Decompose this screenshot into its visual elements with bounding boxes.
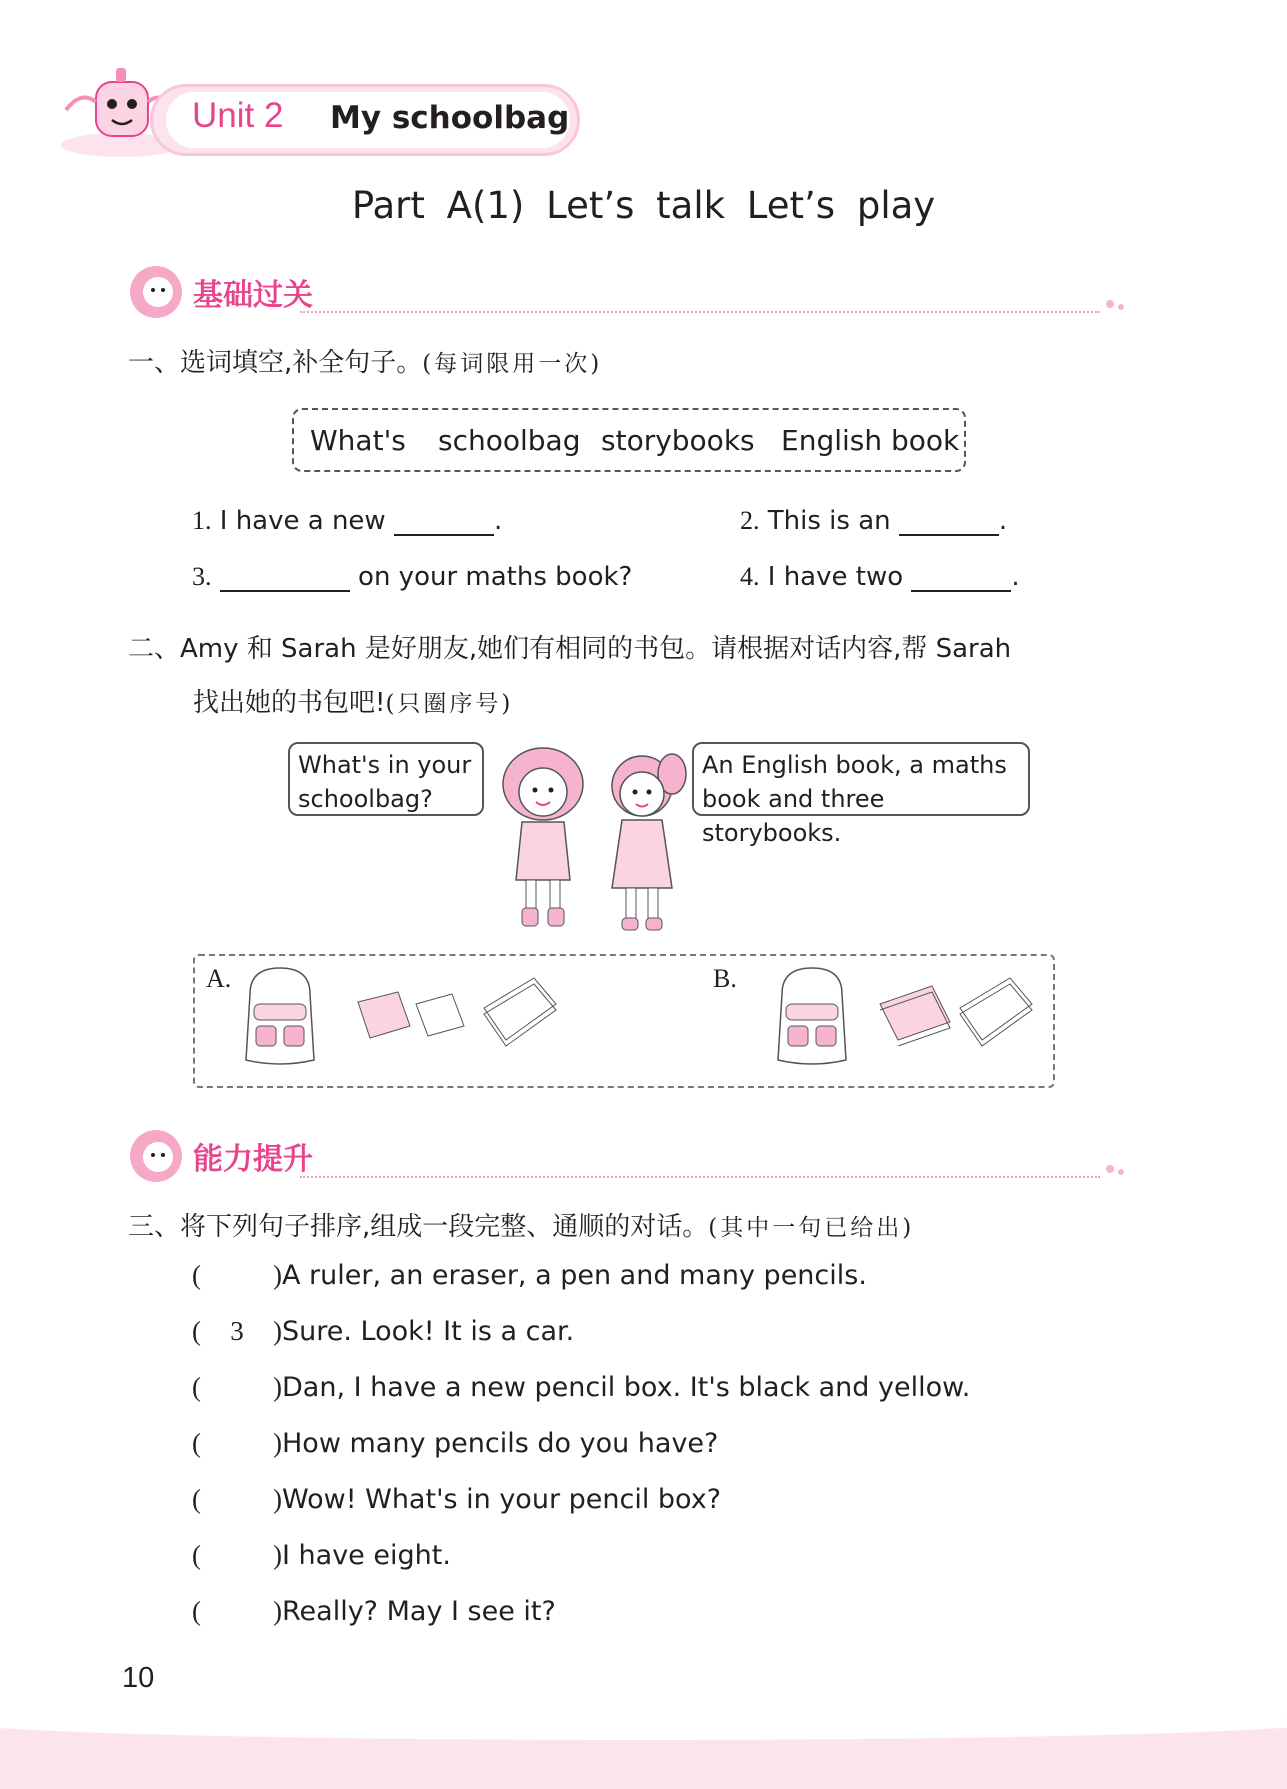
unit-title: My schoolbag [330,100,570,136]
section-divider [300,1176,1100,1178]
book-icon [876,982,958,1046]
girl-amy-illustration [488,742,598,938]
divider-dot [1118,1169,1124,1175]
order-sentence: I have eight. [282,1540,451,1571]
divider-dot [1106,300,1114,308]
order-row: ( )Really? May I see it? [192,1596,556,1627]
question-2-note: (只圈序号) [385,691,514,717]
order-sentence: Wow! What's in your pencil box? [282,1484,722,1515]
divider-dot [1118,304,1124,310]
order-sentence: How many pencils do you have? [282,1428,719,1459]
order-row: ( )A ruler, an eraser, a pen and many pencils. [192,1260,867,1291]
section-divider [300,311,1100,313]
fill-item-2: 2. This is an . [740,506,1008,536]
order-sentence: Dan, I have a new pencil box. It's black and yellow. [282,1372,971,1403]
order-row: ( )I have eight. [192,1540,451,1571]
order-row: ( )Wow! What's in your pencil box? [192,1484,722,1515]
question-2-heading-line2: 找出她的书包吧!(只圈序号) [193,688,514,718]
section-title-advanced: 能力提升 [193,1142,313,1177]
order-answer[interactable]: 3 [230,1316,244,1346]
word-bank-word: storybooks [601,424,755,457]
book-icon [956,974,1036,1050]
section-title-basic: 基础过关 [193,278,313,313]
book-icon [354,988,414,1042]
order-row: ( )Dan, I have a new pencil box. It's black and yellow. [192,1372,971,1403]
book-icon [480,974,560,1050]
unit-label: Unit 2 [192,96,284,135]
question-1-note: (每词限用一次) [422,351,603,377]
order-row: ( )How many pencils do you have? [192,1428,719,1459]
question-2-heading-line1: 二、Amy 和 Sarah 是好朋友,她们有相同的书包。请根据对话内容,帮 Sarah [128,634,1012,664]
order-row: ( 3 )Sure. Look! It is a car. [192,1316,575,1347]
speech-bubble-answer: An English book, a maths book and three storybooks. [692,742,1030,816]
schoolbag-icon [236,964,324,1070]
boy-mascot-icon [130,1130,182,1182]
divider-dot [1106,1165,1114,1173]
fill-item-3: 3. on your maths book? [192,562,633,592]
girl-mascot-icon [130,266,182,318]
option-b-label[interactable]: B. [713,964,737,993]
answer-blank[interactable] [220,564,350,592]
speech-bubble-question: What's in your schoolbag? [288,742,484,816]
schoolbag-icon [768,964,856,1070]
part-title: Part A(1) Let’s talk Let’s play [351,184,936,227]
order-sentence: Really? May I see it? [282,1596,556,1627]
order-sentence: Sure. Look! It is a car. [282,1316,575,1347]
word-bank-word: schoolbag [438,424,581,457]
word-bank-word: What's [310,424,406,457]
answer-blank[interactable] [394,508,494,536]
fill-item-1: 1. I have a new . [192,506,503,536]
book-icon [412,990,468,1040]
girl-sarah-illustration [592,746,696,936]
page-number: 10 [122,1662,155,1694]
fill-item-4: 4. I have two . [740,562,1020,592]
order-sentence: A ruler, an eraser, a pen and many pencils. [282,1260,867,1291]
footer-curve [0,1700,1287,1740]
answer-blank[interactable] [899,508,999,536]
question-1-heading: 一、选词填空,补全句子。(每词限用一次) [128,348,603,378]
question-3-heading: 三、将下列句子排序,组成一段完整、通顺的对话。(其中一句已给出) [128,1212,915,1242]
option-a-label[interactable]: A. [206,964,232,993]
answer-blank[interactable] [911,564,1011,592]
word-bank-word: English book [781,424,960,457]
question-3-note: (其中一句已给出) [708,1215,915,1241]
